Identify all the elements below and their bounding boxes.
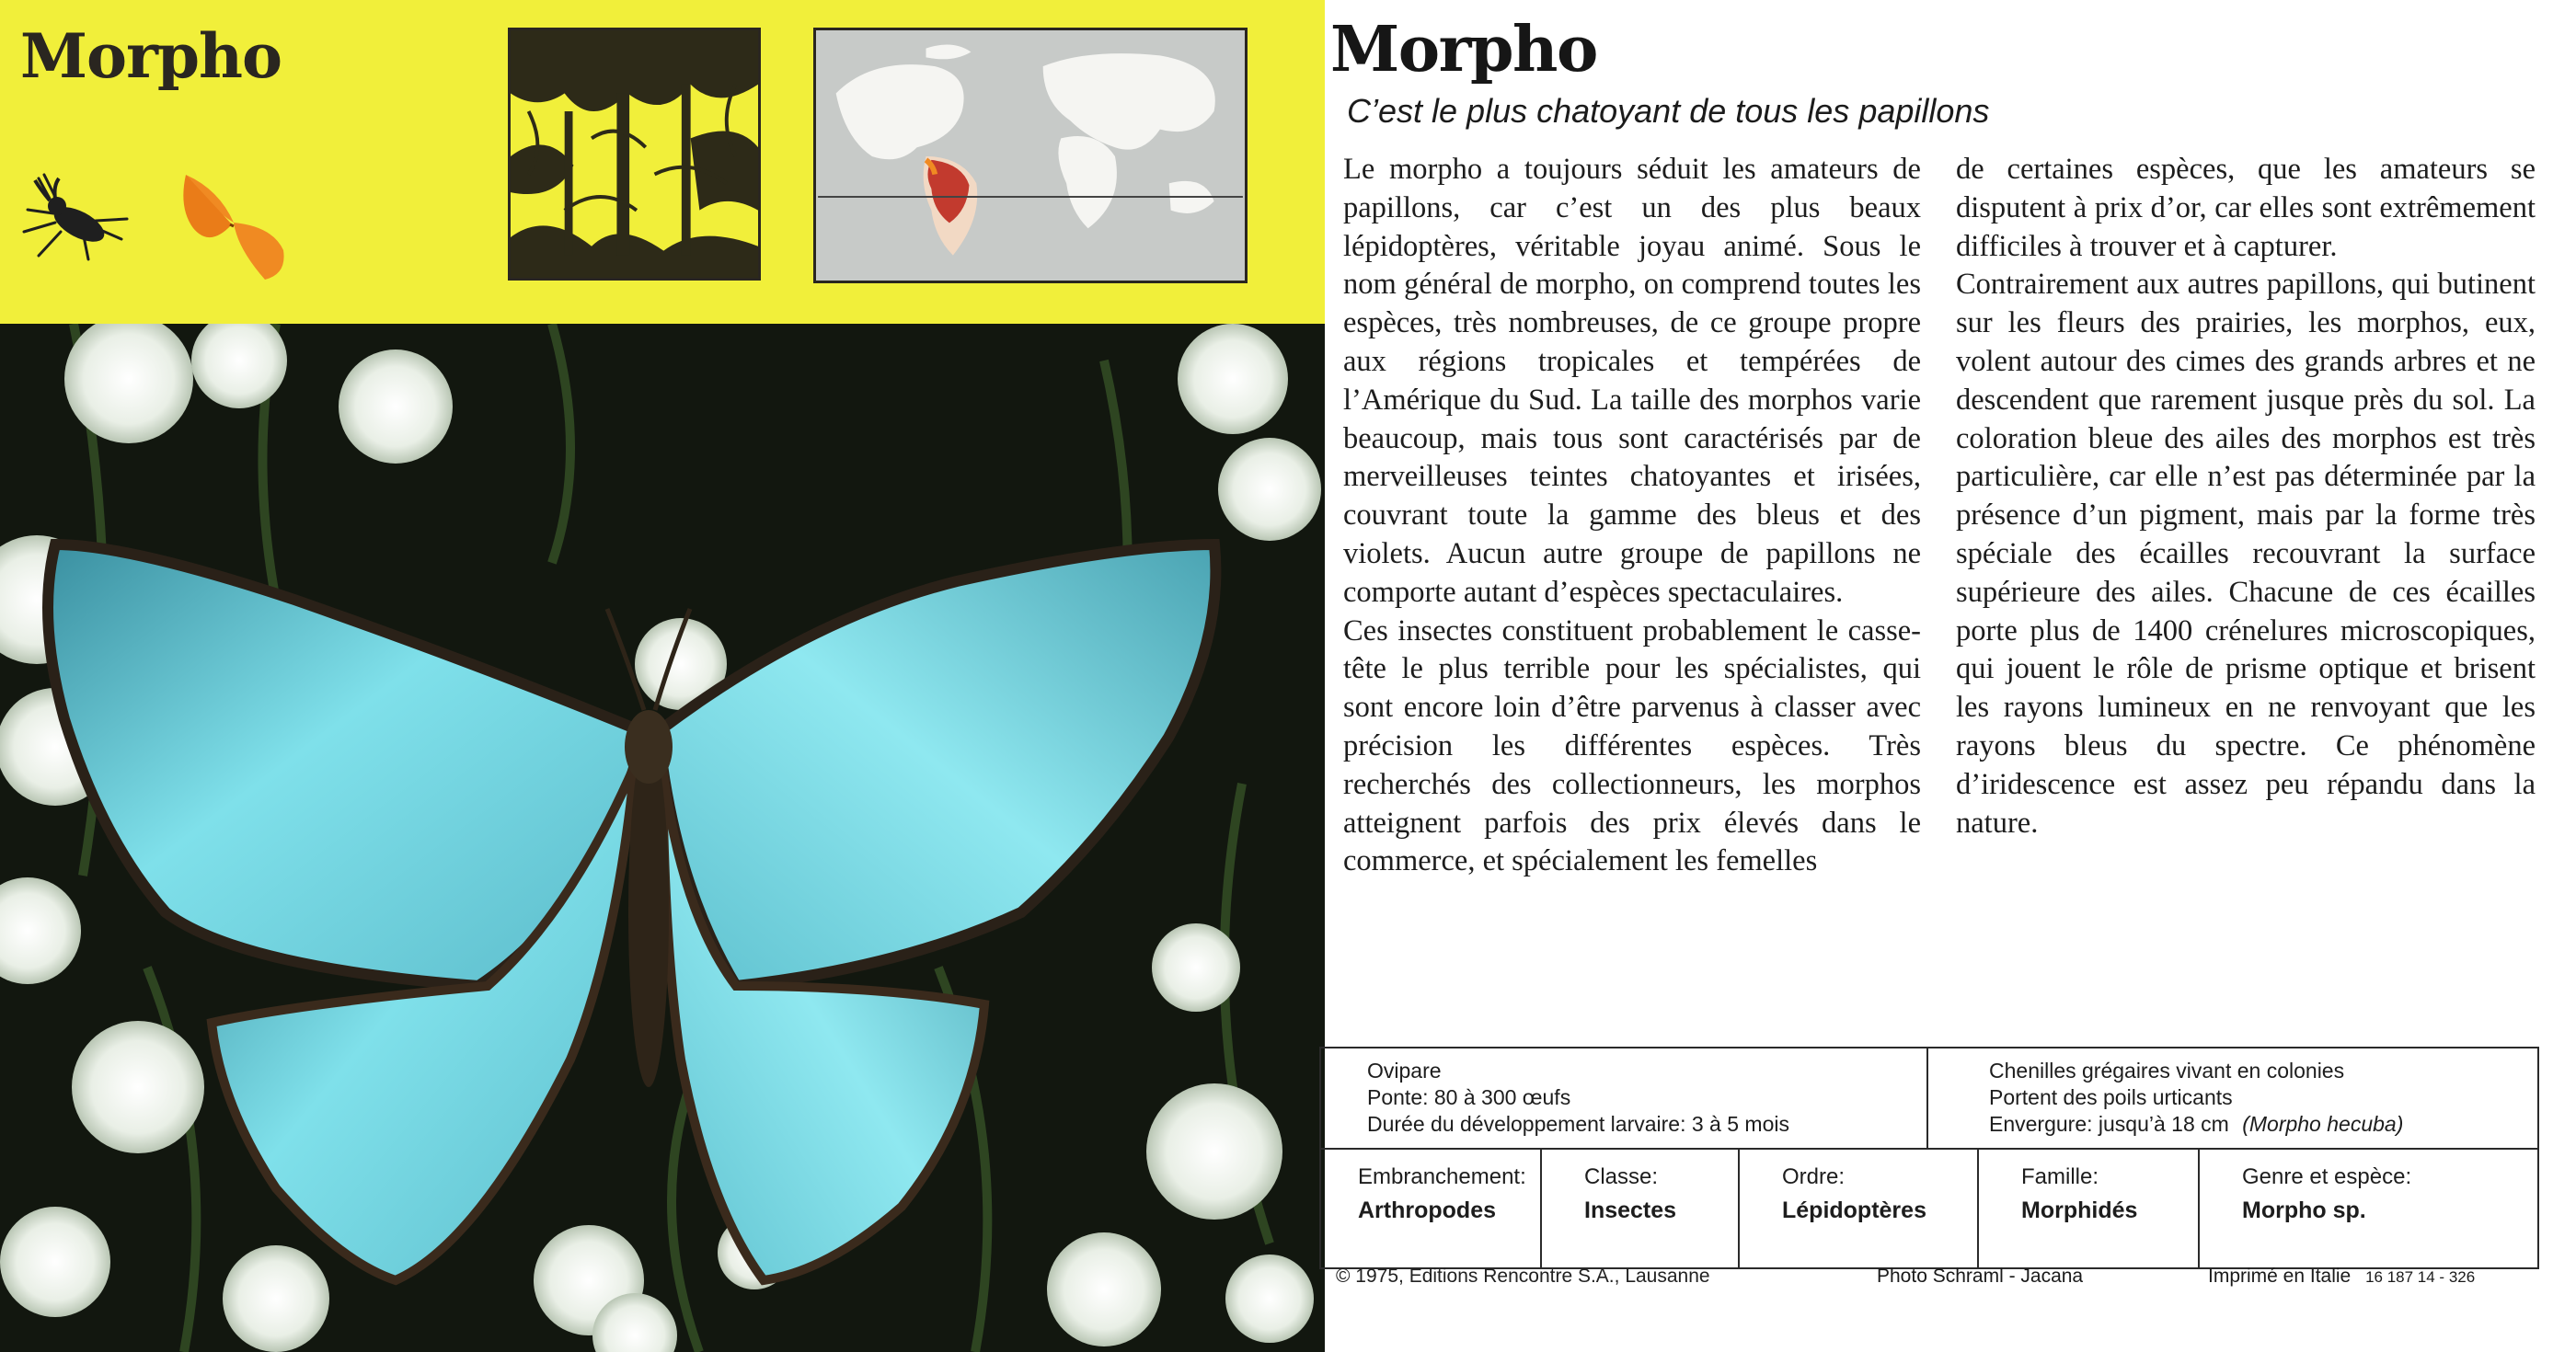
divider: [1926, 1048, 1928, 1148]
info-line: Durée du développement larvaire: 3 à 5 mois: [1367, 1112, 1789, 1136]
printed-info: [2208, 1266, 2475, 1288]
info-top-row: [1321, 1048, 2537, 1150]
info-line: Chenilles grégaires vivant en colonies: [1989, 1059, 2345, 1083]
taxonomy-label: Ordre:: [1782, 1164, 1846, 1189]
taxonomy-label: Classe:: [1584, 1164, 1659, 1189]
photo-credit: Photo Schraml - Jacana: [1877, 1266, 2084, 1287]
taxonomy-label: Genre et espèce:: [2242, 1164, 2412, 1189]
reproduction-info: [1367, 1058, 1789, 1138]
copyright: [1336, 1266, 1710, 1288]
info-table: [1319, 1047, 2539, 1269]
beetle-icon: [18, 171, 138, 278]
paragraph: Contrairement aux autres papillons, qui butinent sur les fleurs des prairies, les morphos, eux, volent autour des cimes des grands arbres et ne descendent que rarement jusque près du sol. La coloration bleue des ailes des morphos est très particulière, car elle n’est pas déterminée par la présence d’un pigment, mais par la forme très spéciale des écailles recouvrant la surface supérieure des ailes. Chacune de ces écailles porte plus de 1400 crénelures microscopiques, qui jouent le rôle de prisme optique et brisent les rayons lumineux en ne renvoyant que les rayons bleus du spectre. Ce phénomène d’iridescence est assez peu répandu dans la nature.: [1956, 268, 2536, 840]
moth-icon: [173, 171, 291, 283]
info-line: Ponte: 80 à 300 œufs: [1367, 1085, 1571, 1109]
printed-text: Imprimé en Italie: [2208, 1266, 2352, 1287]
front-title: Morpho: [20, 20, 282, 92]
paragraph: de certaines espèces, que les amateurs se disputent à prix d’or, car elles sont extrêmement difficiles à trouver et à capturer.: [1956, 153, 2536, 263]
taxonomy-cell-embranchement: [1321, 1150, 1542, 1267]
print-code: 16 187 14 - 326: [2365, 1268, 2476, 1286]
taxonomy-value: Lépidoptères: [1782, 1197, 1926, 1223]
taxonomy-value: Arthropodes: [1358, 1197, 1496, 1223]
wingspan-label: Envergure: jusqu’à 18 cm: [1989, 1112, 2229, 1136]
paragraph: Ces insectes constituent probablement le casse-tête le plus terrible pour les spécialistes, qui sont encore loin d’être parvenus à classer avec précision les différentes espèces. Très recherchés des collectionneurs, les morphos atteignent parfois des prix élevés dans le commerce, et spécialement les femelles: [1343, 613, 1921, 878]
taxonomy-value: Morpho sp.: [2242, 1197, 2366, 1223]
wingspan-species: (Morpho hecuba): [2242, 1112, 2404, 1136]
info-line: Ovipare: [1367, 1059, 1442, 1083]
habitat-jungle-icon: [508, 28, 761, 281]
subtitle: C’est le plus chatoyant de tous les papillons: [1347, 92, 1990, 130]
taxonomy-cell-ordre: [1740, 1150, 1979, 1267]
taxonomy-cell-genre: [2200, 1150, 2537, 1267]
larva-info: [1989, 1058, 2403, 1138]
info-line: Portent des poils urticants: [1989, 1085, 2233, 1109]
taxonomy-label: Embranchement:: [1358, 1164, 1526, 1189]
text-column-1: [1343, 151, 1921, 881]
taxonomy-cell-famille: [1979, 1150, 2200, 1267]
taxonomy-cell-classe: [1542, 1150, 1740, 1267]
back-title: Morpho: [1330, 13, 1597, 86]
taxonomy-label: Famille:: [2021, 1164, 2099, 1189]
paragraph: Le morpho a toujours séduit les amateurs de papillons, car c’est un des plus beaux lépidoptères, véritable joyau animé. Sous le nom général de morpho, on comprend toutes les espèces, très nombreuses, de ce groupe propre aux régions tropicales et tempérées de l’Amérique du Sud. La taille des morphos varie beaucoup, mais tous sont caractérisés par de merveilleuses teintes chatoyantes et irisées, couvrant toute la gamme des bleus et des violets. Aucun autre groupe de papillons ne comporte autant d’espèces spectaculaires.: [1343, 153, 1921, 609]
text-column-2: [1956, 151, 2536, 842]
wingspan-line: [1989, 1111, 2403, 1138]
morpho-butterfly-photo: [0, 324, 1325, 1352]
taxonomy-value: Morphidés: [2021, 1197, 2138, 1223]
taxonomy-value: Insectes: [1584, 1197, 1677, 1223]
world-map-icon: [813, 28, 1248, 283]
copyright-text: © 1975, Editions Rencontre S.A., Lausanne: [1336, 1266, 1710, 1287]
